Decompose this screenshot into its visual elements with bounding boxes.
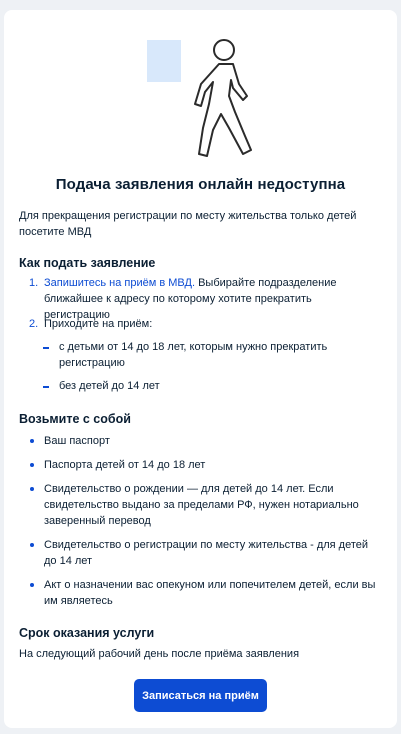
intro-text: Для прекращения регистрации по месту жительства только детей посетите МВД — [19, 210, 357, 238]
bullet-icon — [30, 487, 34, 491]
step-text: Приходите на приём: — [44, 318, 153, 330]
step-number: 1. — [29, 277, 39, 289]
page-title: Подача заявления онлайн недоступна — [55, 176, 346, 193]
dash-marker — [43, 347, 49, 349]
book-appointment-link[interactable]: Запишитесь на приём в МВД. — [44, 277, 196, 289]
step-number: 2. — [29, 318, 39, 330]
term-text: На следующий рабочий день после приёма заявления — [19, 648, 300, 660]
how-to-heading: Как подать заявление — [19, 256, 156, 270]
bullet-icon — [30, 439, 34, 443]
dash-marker — [43, 386, 49, 388]
bullet-icon — [30, 463, 34, 467]
bullet-icon — [30, 583, 34, 587]
service-card: Подача заявления онлайн недоступна Для прекращения регистрации по месту жительства только детей посетите МВД Как подать заявление 1. Запишитесь на приём в МВД. Выбирайте подразделение ближайшее к адресу по которому хотите прекратить регистрацию 2. Приходите на приём: с детьми от 14 до 18 лет, которым нужно прекратить регистрацию без детей до 14 лет Возьмите с собой Ваш паспорт Паспорта детей от 14 до 18 лет Свидетельство о рождении — для детей до 14 лет. Если свидетельство выдано за пределами РФ, нужен нотариально заверенный перевод Свидетельство о регистрации по месту жительства - для детей до 14 лет Акт о назначении вас опекуном или попечителем детей, если вы им являетесь Срок оказания услуги На следующий рабочий день после приёма заявления Записаться на приём — [4, 10, 397, 728]
bullet-icon — [30, 543, 34, 547]
bring-heading: Возьмите с собой — [19, 412, 131, 426]
book-appointment-button[interactable]: Записаться на приём — [134, 679, 267, 712]
walking-person-icon — [147, 32, 267, 167]
term-heading: Срок оказания услуги — [19, 626, 155, 640]
step-description: Выбирайте подразделение ближайшее к адресу по которому хотите прекратить регистрацию — [44, 277, 337, 321]
